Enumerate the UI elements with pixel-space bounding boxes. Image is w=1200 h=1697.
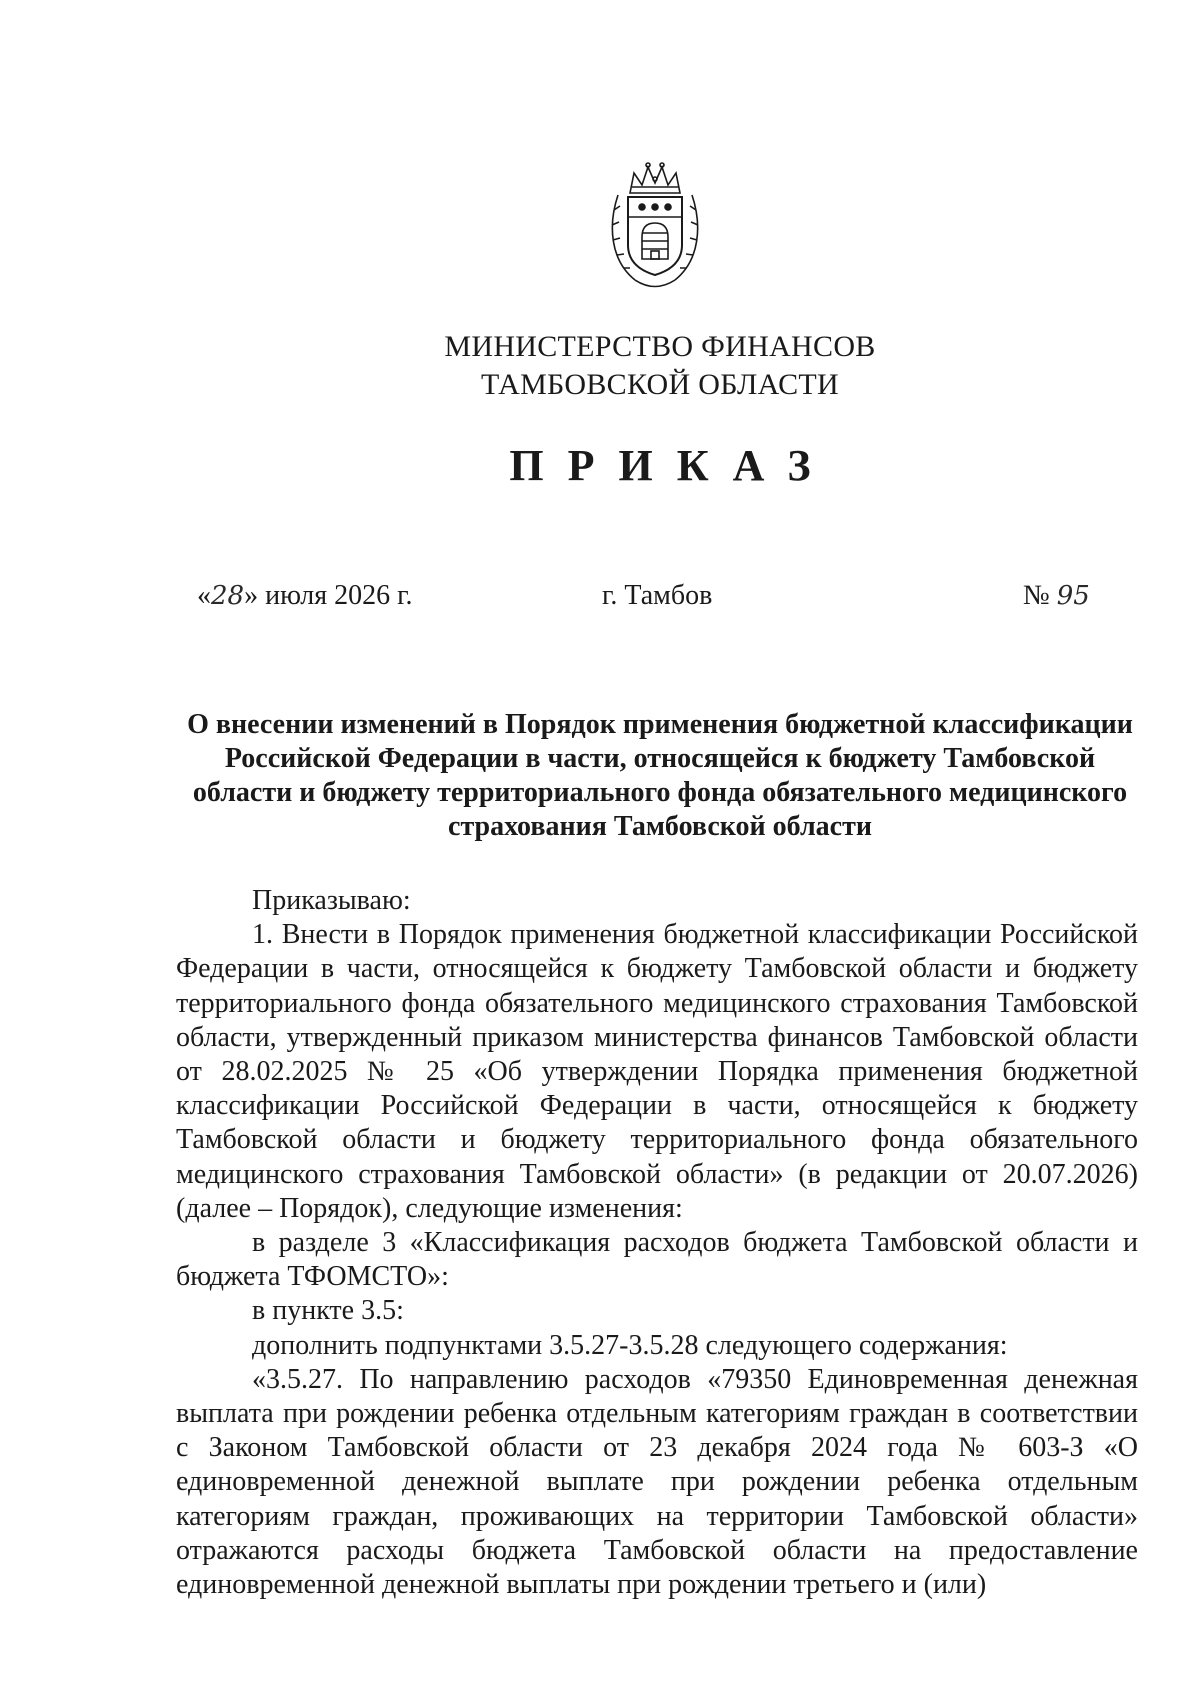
body-paragraph: дополнить подпунктами 3.5.27-3.5.28 следующего содержания: xyxy=(252,1329,1008,1361)
body-paragraph: 1. Внести в Порядок применения бюджетной классификации Российской Федерации в части, относящейся к бюджету Тамбовской области и бюджету территориального фонда обязательного медицинского страхования Тамбовской области, утвержденный приказом министерства финансов Тамбовской области от 28.02.2025 № 25 «Об утверждении Порядка применения бюджетной классификации Российской Федерации в части, относящейся к бюджету Тамбовской области и бюджету территориального фонда обязательного медицинского страхования Тамбовской области» (в редакции от 20.07.2026) (далее – Порядок), следующие изменения: xyxy=(176,919,1138,1224)
body-paragraph: «3.5.27. По направлению расходов «79350 Единовременная денежная выплата при рождении ребенка отдельным категориям граждан в соответствии с Законом Тамбовской области от 23 декабря 2024 года № 603-З «О единовременной денежной выплате при рождении ребенка отдельным категориям граждан, проживающих на территории Тамбовской области» отражаются расходы бюджета Тамбовской области на предоставление единовременной денежной выплаты при рождении третьего и (или) xyxy=(176,1363,1138,1601)
document-type-title: ПРИКАЗ xyxy=(509,441,835,490)
body-paragraph: в разделе 3 «Классификация расходов бюджета Тамбовской области и бюджета ТФОМСТО»: xyxy=(176,1227,1138,1293)
body-paragraph: Приказываю: xyxy=(252,885,411,916)
order-number xyxy=(1023,580,1090,612)
order-city: г. Тамбов xyxy=(602,580,713,611)
ministry-name-line1: МИНИСТЕРСТВО ФИНАНСОВ xyxy=(444,330,876,363)
date-open-quote: « xyxy=(197,580,211,611)
order-body xyxy=(176,884,1138,1602)
handwritten-day: 28 xyxy=(211,581,245,611)
ministry-name-line2: ТАМБОВСКОЙ ОБЛАСТИ xyxy=(480,368,840,401)
body-paragraph: в пункте 3.5: xyxy=(252,1295,404,1327)
tambov-coat-of-arms-icon xyxy=(600,155,710,295)
number-label: № xyxy=(1023,580,1050,611)
order-subject: О внесении изменений в Порядок применения бюджетной классификации Российской Федерации в части, относящейся к бюджету Тамбовской области и бюджету территориального фонда обязательного медицинского страхования Тамбовской области xyxy=(187,709,1133,842)
handwritten-number: 95 xyxy=(1056,581,1090,611)
date-close-quote: » xyxy=(244,580,259,611)
order-date xyxy=(197,580,412,612)
date-month-year: июля 2026 г. xyxy=(258,580,413,611)
